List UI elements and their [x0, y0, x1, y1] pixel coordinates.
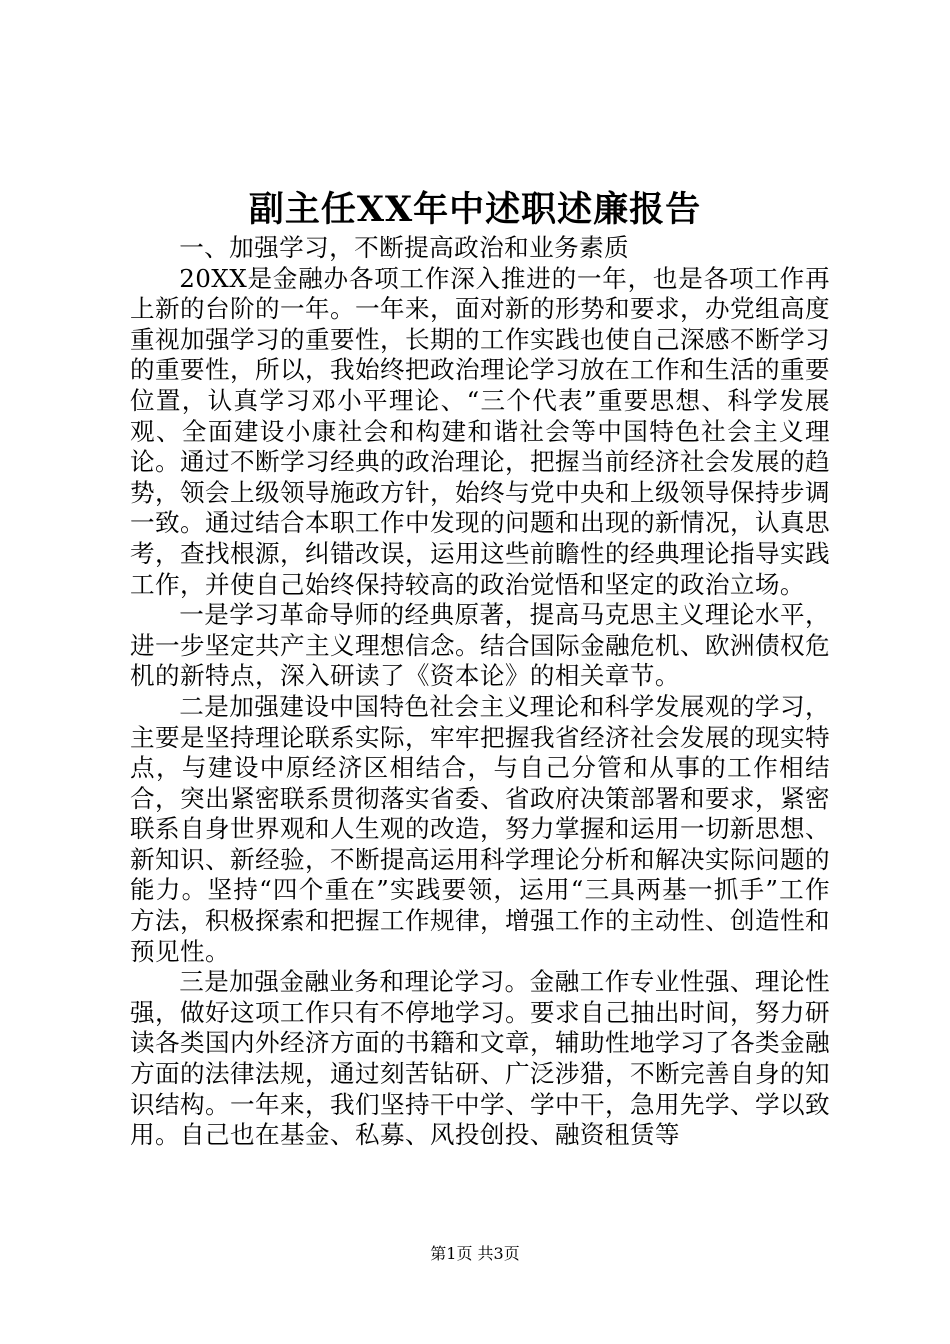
body-paragraph: 三是加强金融业务和理论学习。金融工作专业性强、理论性强，做好这项工作只有不停地学习。要求自己抽出时间，努力研读各类国内外经济方面的书籍和文章，辅助性地学习了各类金融方面的法律法规，通过刻苦钻研、广泛涉猎，不断完善自身的知识结构。一年来，我们坚持干中学、学中干，急用先学、学以致用。自己也在基金、私募、风投创投、融资租赁等: [130, 967, 830, 1150]
document-title: 副主任XX年中述职述廉报告: [248, 189, 702, 230]
document-body: [130, 233, 830, 1151]
body-paragraph: 20XX是金融办各项工作深入推进的一年，也是各项工作再上新的台阶的一年。一年来，面对新的形势和要求，办党组高度重视加强学习的重要性，长期的工作实践也使自己深感不断学习的重要性，所以，我始终把政治理论学习放在工作和生活的重要位置，认真学习邓小平理论、“三个代表”重要思想、科学发展观、全面建设小康社会和构建和谐社会等中国特色社会主义理论。通过不断学习经典的政治理论，把握当前经济社会发展的趋势，领会上级领导施政方针，始终与党中央和上级领导保持步调一致。通过结合本职工作中发现的问题和出现的新情况，认真思考，查找根源，纠错改误，运用这些前瞻性的经典理论指导实践工作，并使自己始终保持较高的政治觉悟和坚定的政治立场。: [130, 263, 830, 599]
body-paragraph: 二是加强建设中国特色社会主义理论和科学发展观的学习，主要是坚持理论联系实际，牢牢把握我省经济社会发展的现实特点，与建设中原经济区相结合，与自己分管和从事的工作相结合，突出紧密联系贯彻落实省委、省政府决策部署和要求，紧密联系自身世界观和人生观的改造，努力掌握和运用一切新思想、新知识、新经验，不断提高运用科学理论分析和解决实际问题的能力。坚持“四个重在”实践要领，运用“三具两基一抓手”工作方法，积极探索和把握工作规律，增强工作的主动性、创造性和预见性。: [130, 691, 830, 966]
body-paragraph: 一是学习革命导师的经典原著，提高马克思主义理论水平，进一步坚定共产主义理想信念。结合国际金融危机、欧洲债权危机的新特点，深入研读了《资本论》的相关章节。: [130, 600, 830, 691]
page-footer: 第1页 共3页: [430, 1244, 520, 1263]
section-heading: 一、加强学习，不断提高政治和业务素质: [179, 233, 630, 262]
